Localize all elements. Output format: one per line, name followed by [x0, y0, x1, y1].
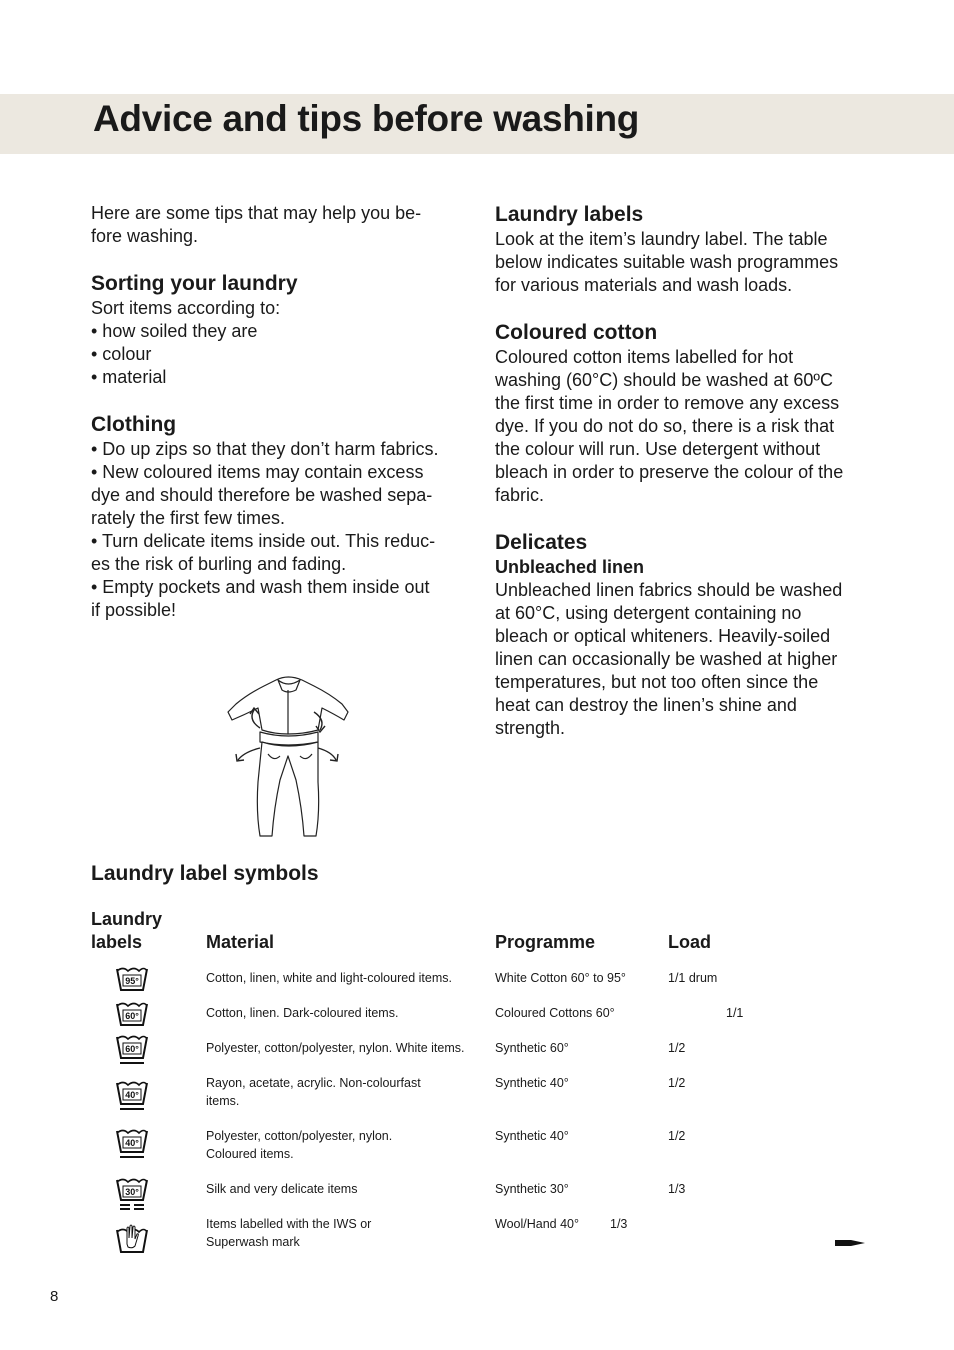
continue-arrow-icon — [835, 1236, 865, 1250]
col-header-labels-1: Laundry — [91, 909, 163, 929]
coloured-cotton-heading: Coloured cotton — [495, 321, 658, 344]
delicates-line: heat can destroy the linen’s shine and — [495, 695, 797, 715]
right-column — [495, 202, 870, 740]
laundry-labels-heading: Laundry labels — [495, 203, 644, 226]
col-header-material: Material — [206, 932, 275, 952]
sorting-line: • colour — [91, 344, 152, 364]
wash-95-icon — [114, 962, 150, 998]
programme-cell: Synthetic 40° — [495, 1129, 569, 1143]
col-header-load: Load — [668, 932, 711, 952]
programme-cell: White Cotton 60° to 95° — [495, 971, 626, 985]
wash-temp-label: 40° — [125, 1090, 139, 1100]
wash-temp-label: 60° — [125, 1011, 139, 1021]
material-cell: Coloured items. — [206, 1147, 294, 1161]
coloured-cotton-line: bleach in order to preserve the colour of the — [495, 462, 844, 482]
title-band — [0, 94, 954, 154]
coloured-cotton-line: Coloured cotton items labelled for hot — [495, 347, 794, 367]
wash-40-coloured-icon — [114, 1126, 150, 1162]
coloured-cotton-line: fabric. — [495, 485, 545, 505]
clothing-line: es the risk of burling and fading. — [91, 554, 347, 574]
intro-line-2: fore washing. — [91, 226, 199, 246]
wash-temp-label: 95° — [125, 976, 139, 986]
unbleached-linen-subheading: Unbleached linen — [495, 557, 645, 577]
material-cell: Superwash mark — [206, 1235, 300, 1249]
material-cell: Cotton, linen. Dark-coloured items. — [206, 1006, 399, 1020]
material-cell: Items labelled with the IWS or — [206, 1217, 372, 1231]
clothing-line: if possible! — [91, 600, 177, 620]
clothing-line: rately the first few times. — [91, 508, 286, 528]
garment-inside-out-illustration — [218, 672, 358, 842]
delicates-heading: Delicates — [495, 531, 588, 554]
wash-temp-label: 60° — [125, 1044, 139, 1054]
material-cell: Cotton, linen, white and light-coloured items. — [206, 971, 452, 985]
programme-cell: Synthetic 30° — [495, 1182, 569, 1196]
sorting-heading: Sorting your laundry — [91, 272, 298, 295]
load-cell: 1/1 — [726, 1006, 744, 1020]
material-cell: Polyester, cotton/polyester, nylon. White items. — [206, 1041, 465, 1055]
clothing-line: • Do up zips so that they don’t harm fabrics. — [91, 439, 439, 459]
clothing-line: • Turn delicate items inside out. This reduc- — [91, 531, 436, 551]
coloured-cotton-line: the colour will run. Use detergent without — [495, 439, 821, 459]
laundry-labels-line: below indicates suitable wash programmes — [495, 252, 839, 272]
delicates-line: temperatures, but not too often since the — [495, 672, 819, 692]
material-cell: items. — [206, 1094, 240, 1108]
symbols-title: Laundry label symbols — [91, 862, 319, 885]
programme-cell: Synthetic 60° — [495, 1041, 569, 1055]
delicates-line: bleach or optical whiteners. Heavily-soiled — [495, 626, 831, 646]
wash-60-icon — [114, 997, 150, 1033]
wash-40-synthetic-icon — [114, 1078, 150, 1114]
wash-temp-label: 30° — [125, 1187, 139, 1197]
laundry-labels-line: for various materials and wash loads. — [495, 275, 793, 295]
coloured-cotton-line: the first time in order to remove any excess — [495, 393, 840, 413]
wash-60-synthetic-icon — [114, 1032, 150, 1068]
sorting-line: Sort items according to: — [91, 298, 281, 318]
material-cell: Rayon, acetate, acrylic. Non-colourfast — [206, 1076, 421, 1090]
coloured-cotton-line: dye. If you do not do so, there is a risk that — [495, 416, 835, 436]
load-cell: 1/2 — [668, 1129, 686, 1143]
coloured-cotton-line: washing (60°C) should be washed at 60ºC — [495, 370, 833, 390]
sorting-line: • material — [91, 367, 167, 387]
clothing-heading: Clothing — [91, 413, 177, 436]
load-cell: 1/2 — [668, 1076, 686, 1090]
wash-temp-label: 40° — [125, 1138, 139, 1148]
page-title: Advice and tips before washing — [93, 98, 640, 139]
programme-cell: Coloured Cottons 60° — [495, 1006, 615, 1020]
material-cell: Polyester, cotton/polyester, nylon. — [206, 1129, 393, 1143]
load-cell: 1/1 drum — [668, 971, 718, 985]
material-cell: Silk and very delicate items — [206, 1182, 358, 1196]
laundry-labels-line: Look at the item’s laundry label. The table — [495, 229, 828, 249]
intro-line-1: Here are some tips that may help you be- — [91, 203, 422, 223]
page-number: 8 — [50, 1288, 59, 1305]
load-cell: 1/2 — [668, 1041, 686, 1055]
left-column — [91, 202, 461, 622]
load-cell: 1/3 — [668, 1182, 686, 1196]
wash-30-delicate-icon — [114, 1176, 150, 1212]
clothing-line: dye and should therefore be washed sepa- — [91, 485, 433, 505]
clothing-line: • Empty pockets and wash them inside out — [91, 577, 430, 597]
delicates-line: strength. — [495, 718, 566, 738]
col-header-programme: Programme — [495, 932, 596, 952]
delicates-line: at 60°C, using detergent containing no — [495, 603, 802, 623]
delicates-line: Unbleached linen fabrics should be washed — [495, 580, 843, 600]
hand-wash-icon — [114, 1220, 150, 1256]
programme-cell: Synthetic 40° — [495, 1076, 569, 1090]
delicates-line: linen can occasionally be washed at higher — [495, 649, 838, 669]
programme-cell: Wool/Hand 40° — [495, 1217, 579, 1231]
clothing-line: • New coloured items may contain excess — [91, 462, 424, 482]
col-header-labels-2: labels — [91, 932, 143, 952]
sorting-line: • how soiled they are — [91, 321, 258, 341]
load-cell: 1/3 — [610, 1217, 628, 1231]
